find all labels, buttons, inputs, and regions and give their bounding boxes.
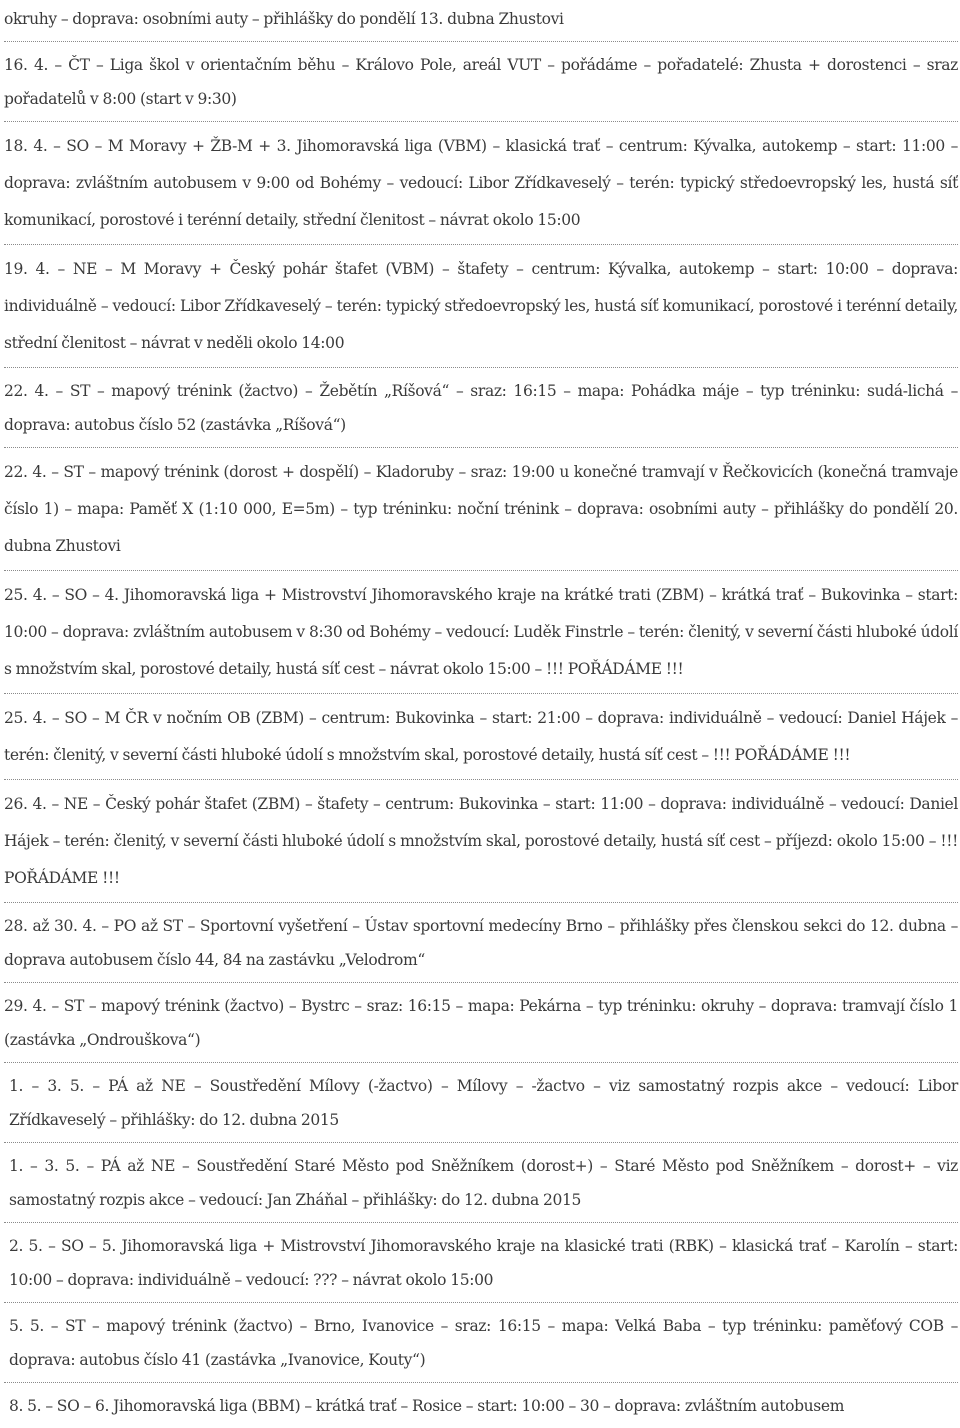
event-text: 18. 4. – SO – M Moravy + ŽB-M + 3. Jihomoravská liga (VBM) – klasická trať – centrum: Kývalka, autokemp – start: 11:00 – doprava: zvláštním autobusem v 9:00 od Bohémy – vedoucí: Libor Zřídkaveselý – terén: typický středoevropský les, hustá síť komunikací, porostové i terénní detaily, střední členitost – návrat okolo 15:00 — [4, 137, 958, 229]
event-text: 29. 4. – ST – mapový trénink (žactvo) – Bystrc – sraz: 16:15 – mapa: Pekárna – typ tréninku: okruhy – doprava: tramvají číslo 1 (zastávka „Ondrouškova“) — [4, 997, 958, 1049]
event-entry — [4, 42, 958, 122]
event-entry — [4, 780, 958, 903]
event-text: 2. 5. – SO – 5. Jihomoravská liga + Mistrovství Jihomoravského kraje na klasické trati (RBK) – klasická trať – Karolín – start: 10:00 – doprava: individuálně – vedoucí: ??? – návrat okolo 15:00 — [9, 1237, 958, 1289]
event-text: okruhy – doprava: osobními auty – přihlášky do pondělí 13. dubna Zhustovi — [4, 10, 564, 28]
event-entry — [4, 694, 958, 780]
event-entry — [4, 1383, 958, 1428]
event-text: 8. 5. – SO – 6. Jihomoravská liga (BBM) – krátká trať – Rosice – start: 10:00 – 30 – doprava: zvláštním autobusem — [9, 1397, 845, 1415]
event-text: 22. 4. – ST – mapový trénink (dorost + dospělí) – Kladoruby – sraz: 19:00 u konečné tramvají v Řečkovicích (konečná tramvaje číslo 1) – mapa: Paměť X (1:10 000, E=5m) – typ tréninku: noční trénink – doprava: osobními auty – přihlášky do pondělí 20. dubna Zhustovi — [4, 463, 958, 555]
event-entry — [4, 983, 958, 1063]
event-text: 26. 4. – NE – Český pohár štafet (ZBM) – štafety – centrum: Bukovinka – start: 11:00 – doprava: individuálně – vedoucí: Daniel Hájek – terén: členitý, v severní části hluboké údolí s množstvím skal, porostové detaily, hustá síť cest – příjezd: okolo 15:00 – !!! POŘÁDÁME !!! — [4, 795, 958, 887]
event-text: 1. – 3. 5. – PÁ až NE – Soustředění Mílovy (-žactvo) – Mílovy – -žactvo – viz samostatný rozpis akce – vedoucí: Libor Zřídkaveselý – přihlášky: do 12. dubna 2015 — [9, 1077, 958, 1129]
event-entry — [4, 903, 958, 983]
event-entry — [4, 122, 958, 245]
event-entry — [4, 368, 958, 448]
event-text: 19. 4. – NE – M Moravy + Český pohár štafet (VBM) – štafety – centrum: Kývalka, autokemp – start: 10:00 – doprava: individuálně – vedoucí: Libor Zřídkaveselý – terén: typický středoevropský les, hustá síť komunikací, porostové i terénní detaily, střední členitost – návrat v neděli okolo 14:00 — [4, 260, 958, 352]
event-entry — [4, 448, 958, 571]
event-text: 16. 4. – ČT – Liga škol v orientačním běhu – Královo Pole, areál VUT – pořádáme – pořadatelé: Zhusta + dorostenci – sraz pořadatelů v 8:00 (start v 9:30) — [4, 56, 958, 108]
event-entry — [4, 1143, 958, 1223]
event-entry — [4, 1063, 958, 1143]
event-entry — [4, 1223, 958, 1303]
event-text: 1. – 3. 5. – PÁ až NE – Soustředění Staré Město pod Sněžníkem (dorost+) – Staré Město pod Sněžníkem – dorost+ – viz samostatný rozpis akce – vedoucí: Jan Zháňal – přihlášky: do 12. dubna 2015 — [9, 1157, 958, 1209]
event-entry — [4, 0, 958, 42]
event-text: 5. 5. – ST – mapový trénink (žactvo) – Brno, Ivanovice – sraz: 16:15 – mapa: Velká Baba – typ tréninku: paměťový COB – doprava: autobus číslo 41 (zastávka „Ivanovice, Kouty“) — [9, 1317, 958, 1369]
document-page — [4, 0, 958, 1428]
event-text: 25. 4. – SO – 4. Jihomoravská liga + Mistrovství Jihomoravského kraje na krátké trati (ZBM) – krátká trať – Bukovinka – start: 10:00 – doprava: zvláštním autobusem v 8:30 od Bohémy – vedoucí: Luděk Finstrle – terén: členitý, v severní části hluboké údolí s množstvím skal, porostové detaily, hustá síť cest – návrat okolo 15:00 – !!! POŘÁDÁME !!! — [4, 586, 958, 678]
event-text: 22. 4. – ST – mapový trénink (žactvo) – Žebětín „Ríšová“ – sraz: 16:15 – mapa: Pohádka máje – typ tréninku: sudá-lichá – doprava: autobus číslo 52 (zastávka „Ríšová“) — [4, 382, 958, 434]
event-entry — [4, 1303, 958, 1383]
event-entry — [4, 571, 958, 694]
event-entry — [4, 245, 958, 368]
event-text: 28. až 30. 4. – PO až ST – Sportovní vyšetření – Ústav sportovní medecíny Brno – přihlášky přes členskou sekci do 12. dubna – doprava autobusem číslo 44, 84 na zastávku „Velodrom“ — [4, 917, 958, 969]
event-text: 25. 4. – SO – M ČR v nočním OB (ZBM) – centrum: Bukovinka – start: 21:00 – doprava: individuálně – vedoucí: Daniel Hájek – terén: členitý, v severní části hluboké údolí s množstvím skal, porostové detaily, hustá síť cest – !!! POŘÁDÁME !!! — [4, 709, 958, 764]
